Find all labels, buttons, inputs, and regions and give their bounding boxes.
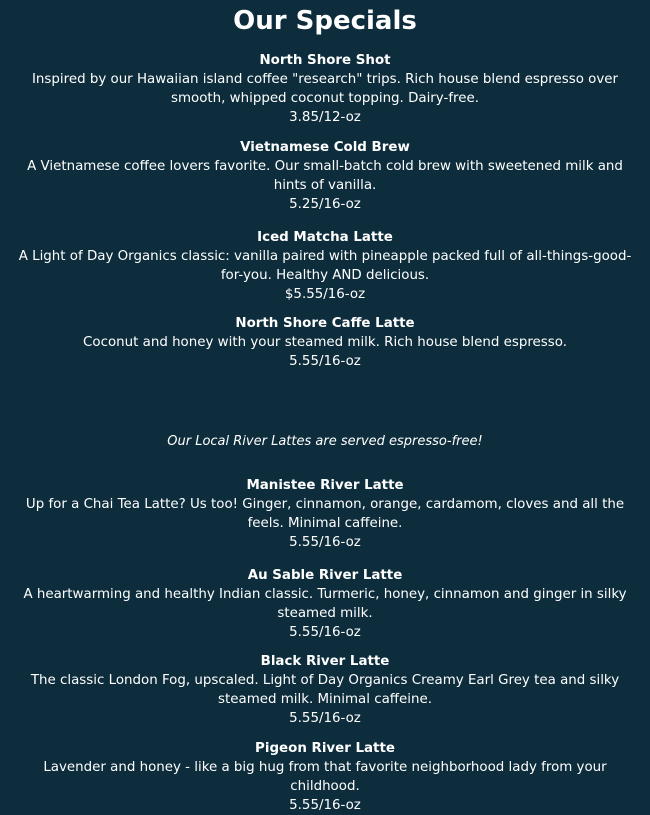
menu-item-name: Vietnamese Cold Brew <box>240 140 410 155</box>
menu-item-name: Pigeon River Latte <box>255 741 395 756</box>
menu-item-name: North Shore Caffe Latte <box>235 316 415 331</box>
menu-item-price: 5.55/16-oz <box>289 625 361 640</box>
page-title: Our Specials <box>233 6 417 36</box>
menu-item-north-shore-shot <box>14 51 636 127</box>
menu-item-description: Up for a Chai Tea Latte? Us too! Ginger, cinnamon, orange, cardamom, cloves and all the feels. Minimal caffeine. <box>25 497 625 531</box>
menu-item-description: Inspired by our Hawaiian island coffee "research" trips. Rich house blend espresso over smooth, whipped coconut topping. Dairy-free. <box>31 72 619 106</box>
menu-item-description: The classic London Fog, upscaled. Light of Day Organics Creamy Earl Grey tea and silky steamed milk. Minimal caffeine. <box>30 673 620 707</box>
menu-item-description: A Light of Day Organics classic: vanilla paired with pineapple packed full of all-things-good-for-you. Healthy AND delicious. <box>18 249 632 283</box>
menu-item-price: 3.85/12-oz <box>289 110 361 125</box>
menu-item-price: 5.55/16-oz <box>289 535 361 550</box>
menu-item-description: Coconut and honey with your steamed milk. Rich house blend espresso. <box>83 335 567 350</box>
menu-item-description: A Vietnamese coffee lovers favorite. Our small-batch cold brew with sweetened milk and hints of vanilla. <box>27 159 623 193</box>
menu-item-name: North Shore Shot <box>259 53 391 68</box>
menu-item-name: Iced Matcha Latte <box>257 230 393 245</box>
menu-item-price: 5.55/16-oz <box>289 798 361 813</box>
menu-item-black-river-latte <box>14 652 636 728</box>
menu-item-price: 5.25/16-oz <box>289 197 361 212</box>
menu-item-north-shore-caffe-latte <box>14 314 636 371</box>
menu-item-description: Lavender and honey - like a big hug from that favorite neighborhood lady from your childhood. <box>43 760 607 794</box>
menu-item-price: $5.55/16-oz <box>284 287 366 302</box>
menu-item-description: A heartwarming and healthy Indian classic. Turmeric, honey, cinnamon and ginger in silky steamed milk. <box>23 587 627 621</box>
menu-item-au-sable-river-latte <box>14 566 636 642</box>
menu-item-name: Au Sable River Latte <box>247 568 403 583</box>
menu-item-name: Black River Latte <box>260 654 390 669</box>
menu-item-name: Manistee River Latte <box>246 478 404 493</box>
menu-item-price: 5.55/16-oz <box>289 354 361 369</box>
menu-item-manistee-river-latte <box>14 476 636 552</box>
menu-item-vietnamese-cold-brew <box>14 138 636 214</box>
menu-item-iced-matcha-latte <box>14 228 636 304</box>
river-lattes-note: Our Local River Lattes are served espresso-free! <box>167 434 483 449</box>
menu-item-price: 5.55/16-oz <box>289 711 361 726</box>
